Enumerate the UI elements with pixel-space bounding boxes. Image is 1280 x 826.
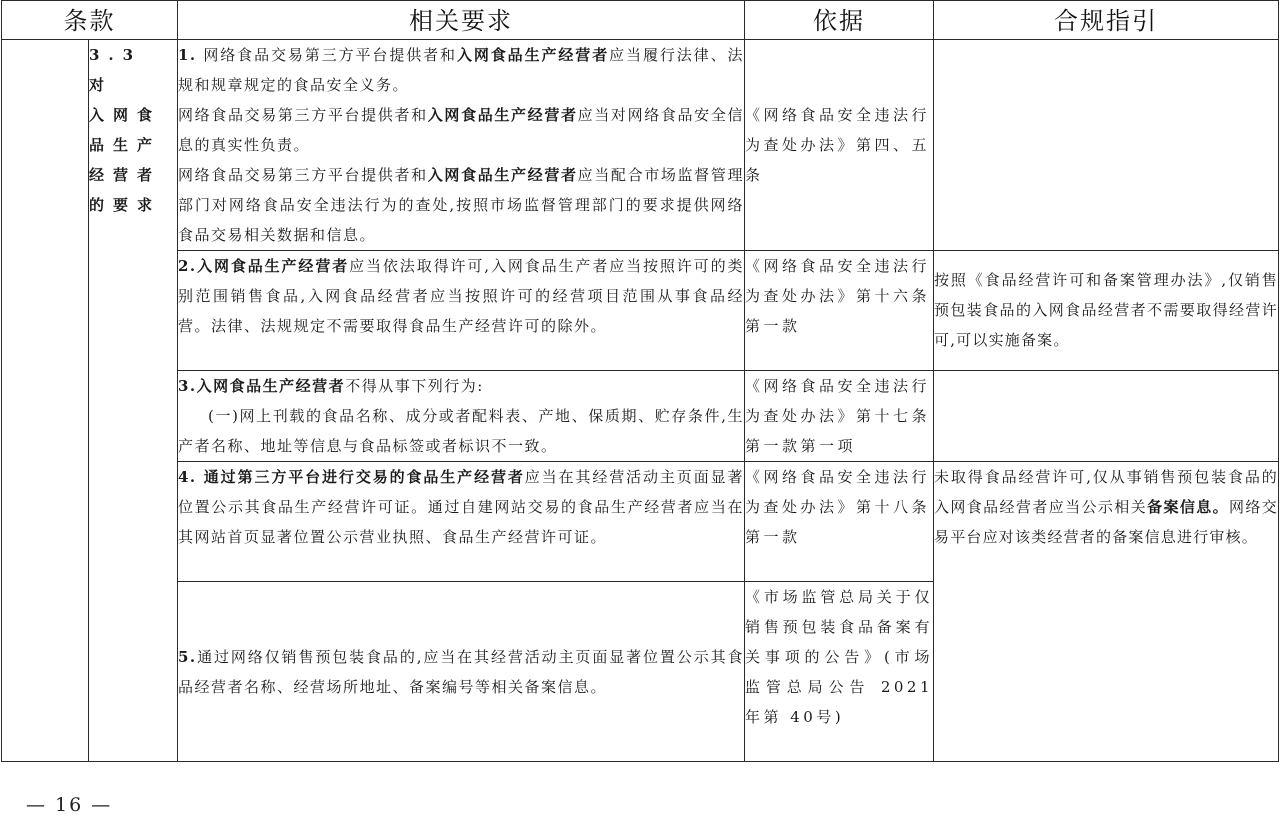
requirement-cell-4: 4. 通过第三方平台进行交易的食品生产经营者应当在其经营活动主页面显著位置公示其食品生产经营许可证。通过自建网站交易的食品生产经营者应当在其网站首页显著位置公示营业执照、食品生产经营许可证。 bbox=[178, 462, 745, 582]
header-basis: 依据 bbox=[745, 1, 934, 40]
basis-cell-4: 《网络食品安全违法行为查处办法》第十八条第一款 bbox=[745, 462, 934, 582]
requirement-paragraph: 网络食品交易第三方平台提供者和入网食品生产经营者应当对网络食品安全信息的真实性负责。 bbox=[178, 106, 744, 154]
requirement-paragraph: 网络食品交易第三方平台提供者和入网食品生产经营者应当配合市场监督管理部门对网络食品安全违法行为的查处,按照市场监督管理部门的要求提供网络食品交易相关数据和信息。 bbox=[178, 166, 744, 244]
sub-item: (一)网上刊载的食品名称、成分或者配料表、产地、保质期、贮存条件,生产者名称、地址等信息与食品标签或者标识不一致。 bbox=[178, 407, 744, 455]
outer-clause-cell bbox=[2, 40, 89, 762]
table-row bbox=[2, 251, 1279, 371]
header-requirement: 相关要求 bbox=[178, 1, 745, 40]
requirement-cell-5: 5.通过网络仅销售预包装食品的,应当在其经营活动主页面显著位置公示其食品经营者名称、经营场所地址、备案编号等相关备案信息。 bbox=[178, 582, 745, 762]
basis-cell-2: 《网络食品安全违法行为查处办法》第十六条第一款 bbox=[745, 251, 934, 371]
guidance-cell-1 bbox=[934, 40, 1279, 251]
item-number: 4. bbox=[178, 468, 197, 486]
item-number: 5. bbox=[178, 647, 197, 666]
item-number: 2. bbox=[178, 257, 197, 275]
page-number: — 16 — bbox=[26, 794, 113, 816]
guidance-cell-3 bbox=[934, 371, 1279, 462]
clause-line: 品生产 bbox=[89, 136, 162, 154]
header-clause: 条款 bbox=[2, 1, 178, 40]
requirement-cell-3: 3.入网食品生产经营者不得从事下列行为: (一)网上刊载的食品名称、成分或者配料表、产地、保质期、贮存条件,生产者名称、地址等信息与食品标签或者标识不一致。 bbox=[178, 371, 745, 462]
clause-line: 入网食 bbox=[89, 106, 162, 124]
regulation-table bbox=[1, 0, 1279, 762]
requirement-cell-2: 2.入网食品生产经营者应当依法取得许可,入网食品生产者应当按照许可的类别范围销售食品,入网食品经营者应当按照许可的经营项目范围从事食品经营。法律、法规规定不需要取得食品生产经营许可的除外。 bbox=[178, 251, 745, 371]
item-number: 1. bbox=[178, 46, 197, 64]
guidance-cell-2: 按照《食品经营许可和备案管理办法》,仅销售预包装食品的入网食品经营者不需要取得经营许可,可以实施备案。 bbox=[934, 251, 1279, 371]
table-header-row bbox=[2, 1, 1279, 40]
guidance-cell-4-5: 未取得食品经营许可,仅从事销售预包装食品的入网食品经营者应当公示相关备案信息。网络交易平台应对该类经营者的备案信息进行审核。 bbox=[934, 462, 1279, 762]
basis-cell-3: 《网络食品安全违法行为查处办法》第十七条第一款第一项 bbox=[745, 371, 934, 462]
header-guidance: 合规指引 bbox=[934, 1, 1279, 40]
clause-line: 3.3 对 bbox=[89, 46, 143, 94]
basis-cell-5: 《市场监管总局关于仅销售预包装食品备案有关事项的公告》(市场监管总局公告 2021 年第 40号) bbox=[745, 582, 934, 762]
requirement-paragraph: 1. 网络食品交易第三方平台提供者和入网食品生产经营者应当履行法律、法规和规章规定的食品安全义务。 bbox=[178, 46, 744, 94]
requirement-cell-1 bbox=[178, 40, 745, 251]
table-row bbox=[2, 462, 1279, 582]
basis-cell-1: 《网络食品安全违法行为查处办法》第四、五条 bbox=[745, 40, 934, 251]
item-number: 3. bbox=[178, 377, 197, 395]
clause-cell bbox=[89, 40, 178, 762]
clause-line: 经营者 bbox=[89, 166, 162, 184]
clause-line: 的要求 bbox=[89, 196, 162, 214]
table-row bbox=[2, 40, 1279, 251]
table-row bbox=[2, 371, 1279, 462]
